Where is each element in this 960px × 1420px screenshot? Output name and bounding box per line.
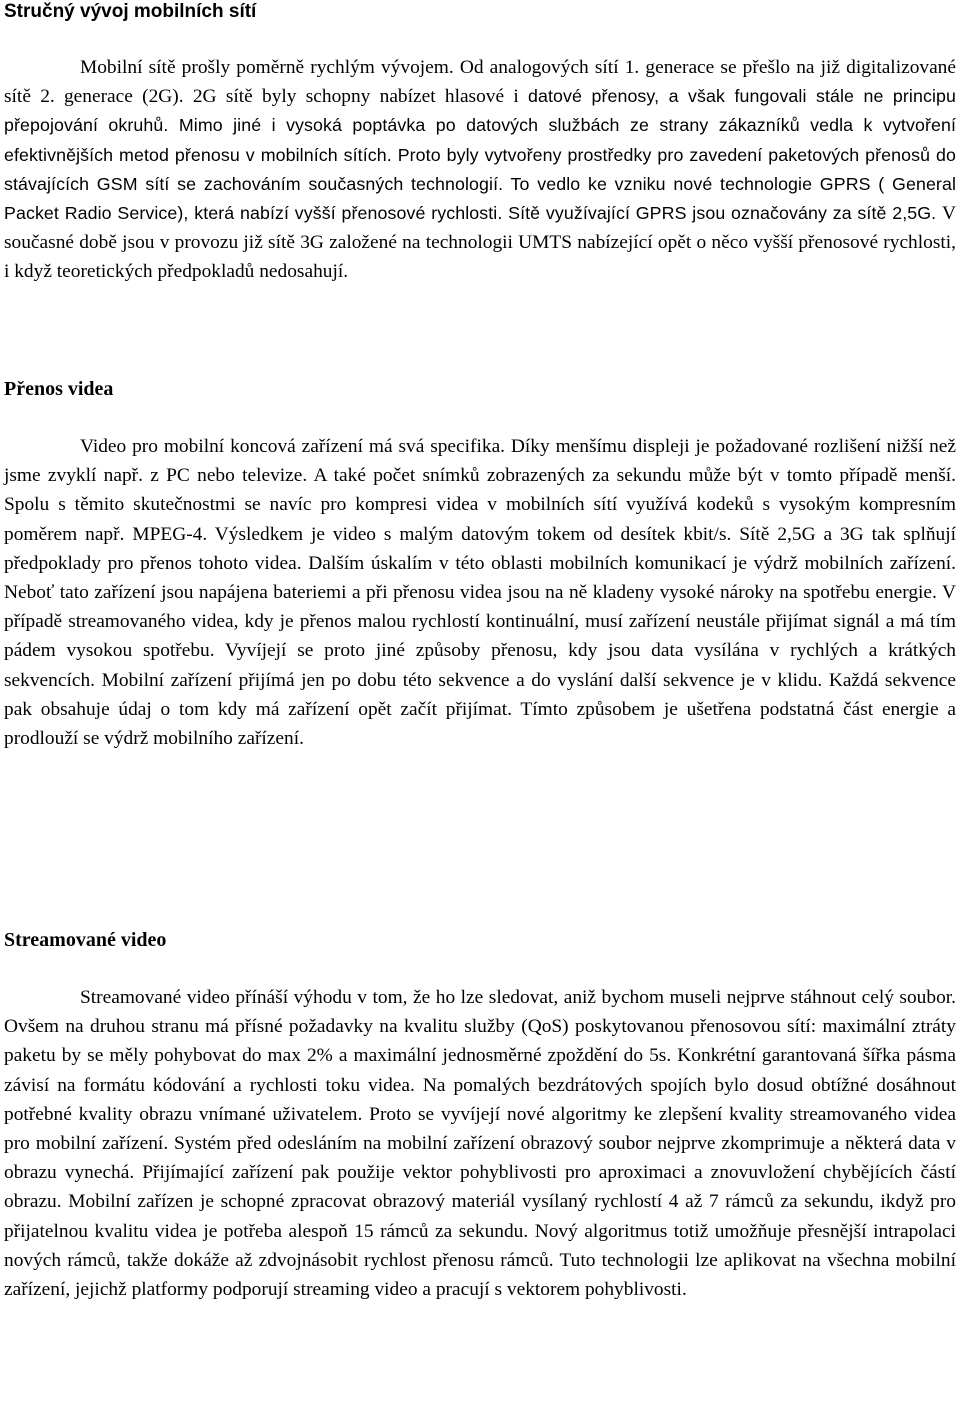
section-heading-streamed-video: Streamované video <box>4 929 167 951</box>
paragraph-streamed-video: Streamované video přínáší výhodu v tom, že ho lze sledovat, aniž bychom museli nejprve stáhnout celý soubor. Ovšem na druhou stranu má přísné požadavky na kvalitu služby (QoS) poskytovanou přenosovou sítí: maximální ztráty paketu by se měly pohybovat do max 2% a maximální jednosměrné zpoždění do 5s. Konkrétní garantovaná šířka pásma závisí na formátu kódování a rychlosti toku videa. Na pomalých bezdrátových spojích bylo dosud obtížné dosáhnout potřebné kvality obrazu vnímané uživatelem. Proto se vyvíjejí nové algoritmy ke zlepšení kvality streamovaného videa pro mobilní zařízení. Systém před odesláním na mobilní zařízení obrazový soubor nejprve zkomprimuje a některá data v obrazu vynechá. Přijímající zařízení pak použije vektor pohyblivosti pro aproximaci a znovuvložení chybějících částí obrazu. Mobilní zařízen je schopné zpracovat obrazový materiál vysílaný rychlostí 4 až 7 rámců za sekundu, ikdyž pro přijatelnou kvalitu videa je potřeba alespoň 15 rámců za sekundu. Nový algoritmus totiž umožňuje přesnější intrapolaci nových rámců, takže dokáže až zdvojnásobit rychlost přenosu rámců. Tuto technologii lze aplikovat na všechna mobilní zařízení, jejichž platformy podporují streaming video a pracují s vektorem pohyblivosti. <box>4 987 956 1301</box>
section-heading-video-transfer: Přenos videa <box>4 378 114 400</box>
paragraph-mobile-networks <box>4 53 956 287</box>
section-heading-mobile-networks: Stručný vývoj mobilních sítí <box>4 1 257 22</box>
paragraph-gprs-text: datové přenosy, a však fungovali stále ne principu přepojování okruhů. Mimo jiné i vysoká poptávka po datových službách ze strany zákazníků vedla k vytvoření efektivnějších metod přenosu v mobilních sítích. Proto byly vytvořeny prostředky pro zavedení paketových přenosů do stávajících GSM sítí se zachováním současných technologií. To vedlo ke vzniku nové technologie GPRS ( General Packet Radio Service), která nabízí vyšší přenosové rychlosti. Sítě využívající GPRS jsou označovány za sítě 2,5G. <box>4 86 956 224</box>
paragraph-3g-text: V současné době jsou v provozu již sítě 3G založené na technologii UMTS nabízející opět o něco vyšší přenosové rychlosti, i když teoretických předpokladů nedosahují. <box>4 203 956 283</box>
paragraph-intro-text: Mobilní sítě prošly poměrně rychlým vývojem. Od analogových sítí 1. generace se přešlo na již digitalizované sítě 2. generace (2G). 2G sítě byly schopny nabízet hlasové i <box>4 57 956 108</box>
paragraph-video-transfer: Video pro mobilní koncová zařízení má svá specifika. Díky menšímu displeji je požadované rozlišení nižší než jsme zvyklí např. z PC nebo televize. A také počet snímků zobrazených za sekundu může být v tomto případě menší. Spolu s těmito skutečnostmi se navíc pro kompresi videa v mobilních sítí využívá kodeků s vysokým kompresním poměrem např. MPEG-4. Výsledkem je video s malým datovým tokem od desítek kbit/s. Sítě 2,5G a 3G tak splňují předpoklady pro přenos tohoto videa. Dalším úskalím v této oblasti mobilních komunikací je výdrž mobilních zařízení. Neboť tato zařízení jsou napájena bateriemi a při přenosu videa jsou na ně kladeny vysoké nároky na spotřebu energie. V případě streamovaného videa, kdy je přenos malou rychlostí kontinuální, musí zařízení neustále přijímat signál a má tím pádem vysokou spotřebu. Vyvíjejí se proto jiné způsoby přenosu, kdy jsou data vysílána v rychlých a krátkých sekvencích. Mobilní zařízení přijímá jen po dobu této sekvence a do vyslání další sekvence je v klidu. Každá sekvence pak obsahuje údaj o tom kdy má zařízení opět začít přijímat. Tímto způsobem je ušetřena podstatná část energie a prodlouží se výdrž mobilního zařízení. <box>4 436 956 750</box>
